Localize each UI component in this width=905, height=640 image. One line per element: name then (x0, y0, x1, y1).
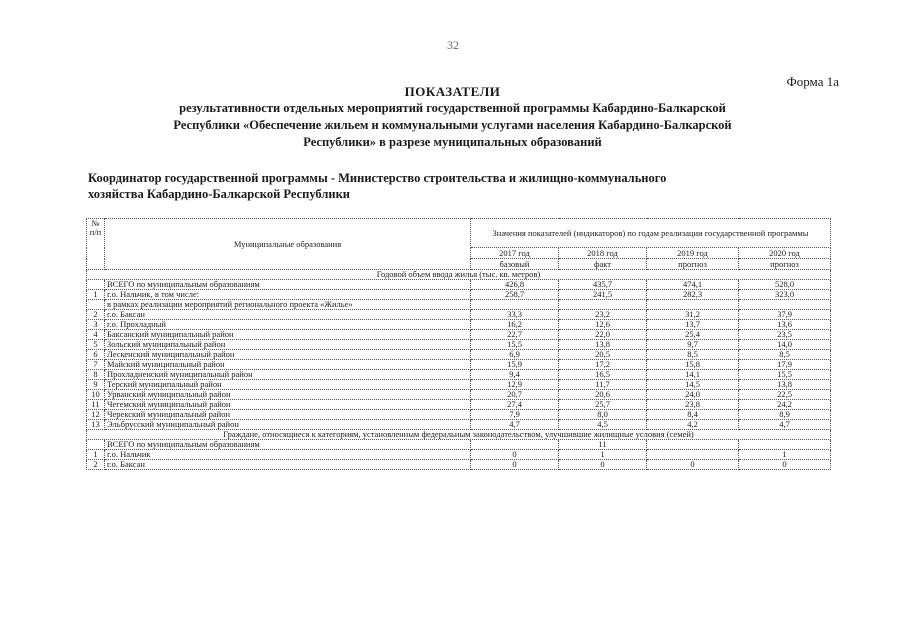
municipality-name: Майский муниципальный район (105, 360, 471, 370)
row-number: 4 (87, 330, 105, 340)
value-2019: 14,5 (647, 380, 739, 390)
value-2020: 4,7 (739, 420, 831, 430)
row-number: 13 (87, 420, 105, 430)
table-row (87, 350, 831, 360)
municipality-name: в рамках реализации мероприятий регионального проекта «Жилье» (105, 300, 471, 310)
value-2020: 13,8 (739, 380, 831, 390)
row-number: 6 (87, 350, 105, 360)
header-number: № п/п (87, 219, 105, 270)
value-2019: 282,3 (647, 290, 739, 300)
value-2020: 8,9 (739, 410, 831, 420)
municipality-name: г.о. Баксан (105, 310, 471, 320)
row-number: 9 (87, 380, 105, 390)
value-2018: 11,7 (559, 380, 647, 390)
value-2017 (471, 300, 559, 310)
row-number: 5 (87, 340, 105, 350)
value-2018: 8,0 (559, 410, 647, 420)
municipality-name: Зольский муниципальный район (105, 340, 471, 350)
section-title: Граждане, относящиеся к категориям, установленным федеральным законодательством, улучшившие жилищные условия (семей) (87, 430, 831, 440)
value-2019: 14,1 (647, 370, 739, 380)
value-2018: 23,2 (559, 310, 647, 320)
document-subtitle (100, 100, 805, 151)
table-row (87, 440, 831, 450)
value-2019: 24,0 (647, 390, 739, 400)
coordinator-heading (88, 170, 808, 202)
value-2017: 258,7 (471, 290, 559, 300)
municipality-name: Урванский муниципальный район (105, 390, 471, 400)
value-2020: 528,0 (739, 280, 831, 290)
value-2017: 12,9 (471, 380, 559, 390)
value-2018: 0 (559, 460, 647, 470)
header-kind: факт (559, 259, 647, 270)
value-2018: 16,5 (559, 370, 647, 380)
value-2018 (559, 300, 647, 310)
municipality-name: Баксанский муниципальный район (105, 330, 471, 340)
table-row (87, 340, 831, 350)
header-year: 2018 год (559, 248, 647, 259)
municipality-name: Прохладненский муниципальный район (105, 370, 471, 380)
value-2018: 435,7 (559, 280, 647, 290)
municipality-name: ВСЕГО по муниципальным образованиям (105, 280, 471, 290)
table-row (87, 310, 831, 320)
header-year: 2020 год (739, 248, 831, 259)
value-2018: 12,6 (559, 320, 647, 330)
value-2019: 31,2 (647, 310, 739, 320)
header-values: Значения показателей (индикаторов) по годам реализации государственной программы (471, 219, 831, 248)
value-2019 (647, 450, 739, 460)
value-2017: 20,7 (471, 390, 559, 400)
table-row (87, 460, 831, 470)
value-2017: 4,7 (471, 420, 559, 430)
row-number: 1 (87, 290, 105, 300)
value-2018: 11 (559, 440, 647, 450)
table-row (87, 390, 831, 400)
value-2017: 9,4 (471, 370, 559, 380)
table-row (87, 360, 831, 370)
value-2020: 15,5 (739, 370, 831, 380)
municipality-name: Чегемский муниципальный район (105, 400, 471, 410)
header-year: 2017 год (471, 248, 559, 259)
value-2020: 23,5 (739, 330, 831, 340)
value-2020: 13,6 (739, 320, 831, 330)
value-2017: 0 (471, 460, 559, 470)
section-title: Годовой объем ввода жилья (тыс. кв. метров) (87, 270, 831, 280)
subtitle-line: результативности отдельных мероприятий государственной программы Кабардино-Балкарской (179, 101, 726, 115)
table-row (87, 330, 831, 340)
value-2020: 22,5 (739, 390, 831, 400)
value-2017: 6,9 (471, 350, 559, 360)
header-kind: прогноз (647, 259, 739, 270)
municipality-name: г.о. Нальчик (105, 450, 471, 460)
value-2017 (471, 440, 559, 450)
value-2017: 33,3 (471, 310, 559, 320)
table-row (87, 280, 831, 290)
value-2018: 4,5 (559, 420, 647, 430)
value-2017: 16,2 (471, 320, 559, 330)
value-2018: 1 (559, 450, 647, 460)
value-2019: 13,7 (647, 320, 739, 330)
row-number: 8 (87, 370, 105, 380)
value-2020 (739, 440, 831, 450)
value-2018: 25,7 (559, 400, 647, 410)
municipality-name: Черекский муниципальный район (105, 410, 471, 420)
value-2020: 8,5 (739, 350, 831, 360)
row-number (87, 300, 105, 310)
value-2017: 426,8 (471, 280, 559, 290)
header-kind: базовый (471, 259, 559, 270)
table-row (87, 380, 831, 390)
row-number: 3 (87, 320, 105, 330)
value-2018: 22,0 (559, 330, 647, 340)
table-row (87, 370, 831, 380)
municipality-name: Эльбрусский муниципальный район (105, 420, 471, 430)
value-2019 (647, 440, 739, 450)
row-number: 2 (87, 460, 105, 470)
value-2017: 22,7 (471, 330, 559, 340)
table-row (87, 410, 831, 420)
indicators-table (86, 218, 831, 470)
table-row (87, 300, 831, 310)
value-2017: 0 (471, 450, 559, 460)
page-number: 32 (447, 38, 459, 52)
value-2019: 25,4 (647, 330, 739, 340)
row-number (87, 440, 105, 450)
row-number: 12 (87, 410, 105, 420)
municipality-name: г.о. Прохладный (105, 320, 471, 330)
row-number: 7 (87, 360, 105, 370)
value-2018: 13,8 (559, 340, 647, 350)
value-2020: 14,0 (739, 340, 831, 350)
value-2020: 323,0 (739, 290, 831, 300)
header-kind: прогноз (739, 259, 831, 270)
value-2020: 17,9 (739, 360, 831, 370)
municipality-name: Лескенский муниципальный район (105, 350, 471, 360)
value-2020: 37,9 (739, 310, 831, 320)
value-2019: 9,7 (647, 340, 739, 350)
row-number: 10 (87, 390, 105, 400)
value-2017: 7,9 (471, 410, 559, 420)
document-title: ПОКАЗАТЕЛИ (404, 84, 501, 99)
table-row (87, 320, 831, 330)
value-2018: 20,5 (559, 350, 647, 360)
value-2019: 8,5 (647, 350, 739, 360)
value-2019 (647, 300, 739, 310)
value-2019: 15,8 (647, 360, 739, 370)
subtitle-line: Республики» в разрезе муниципальных образований (303, 135, 602, 149)
value-2017: 27,4 (471, 400, 559, 410)
coordinator-line: Координатор государственной программы - Министерство строительства и жилищно-коммунального (88, 171, 667, 185)
value-2020: 1 (739, 450, 831, 460)
value-2018: 20,6 (559, 390, 647, 400)
value-2019: 474,1 (647, 280, 739, 290)
row-number: 2 (87, 310, 105, 320)
header-year: 2019 год (647, 248, 739, 259)
coordinator-line: хозяйства Кабардино-Балкарской Республики (88, 187, 350, 201)
row-number (87, 280, 105, 290)
value-2017: 15,5 (471, 340, 559, 350)
value-2019: 4,2 (647, 420, 739, 430)
header-municipalities: Муниципальные образования (105, 219, 471, 270)
value-2018: 241,5 (559, 290, 647, 300)
value-2019: 0 (647, 460, 739, 470)
value-2020: 24,2 (739, 400, 831, 410)
value-2020: 0 (739, 460, 831, 470)
value-2019: 8,4 (647, 410, 739, 420)
municipality-name: г.о. Нальчик, в том числе: (105, 290, 471, 300)
table-row (87, 450, 831, 460)
table-row (87, 400, 831, 410)
municipality-name: ВСЕГО по муниципальным образованиям (105, 440, 471, 450)
row-number: 11 (87, 400, 105, 410)
value-2017: 15,9 (471, 360, 559, 370)
municipality-name: г.о. Баксан (105, 460, 471, 470)
table-row (87, 420, 831, 430)
table-row (87, 290, 831, 300)
municipality-name: Терский муниципальный район (105, 380, 471, 390)
form-label: Форма 1а (786, 74, 839, 89)
value-2018: 17,2 (559, 360, 647, 370)
value-2020 (739, 300, 831, 310)
value-2019: 23,8 (647, 400, 739, 410)
row-number: 1 (87, 450, 105, 460)
subtitle-line: Республики «Обеспечение жильем и коммунальными услугами населения Кабардино-Балкарской (173, 118, 732, 132)
